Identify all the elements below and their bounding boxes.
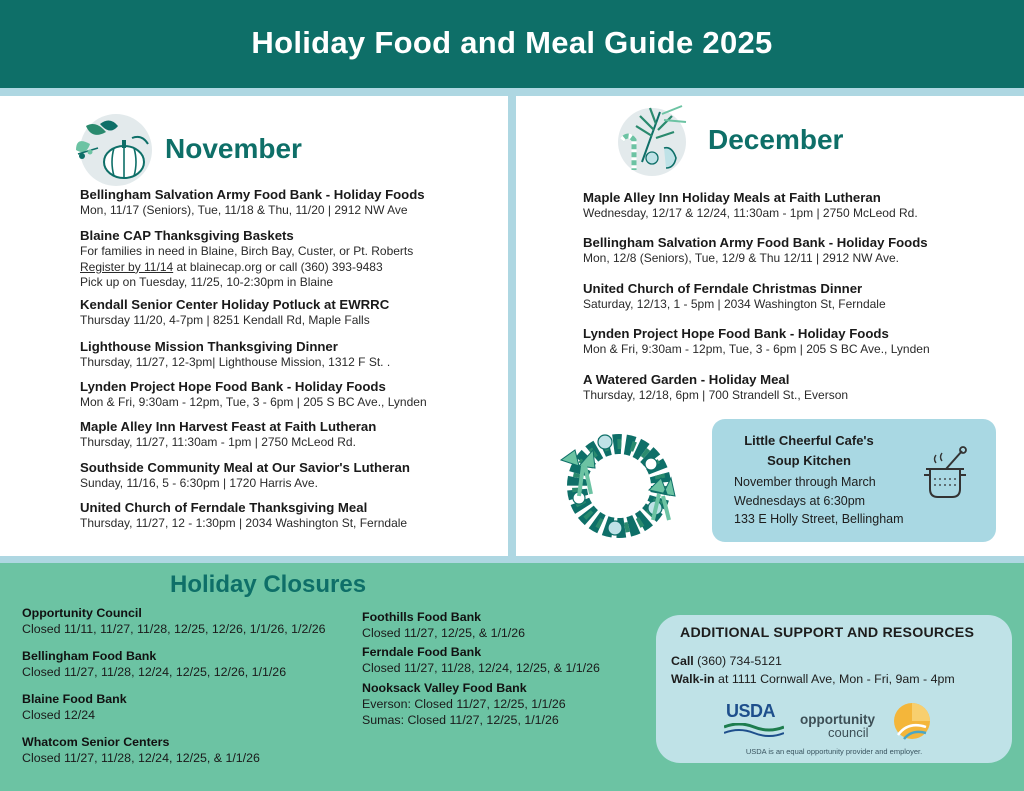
event-detail: For families in need in Blaine, Birch Bay, Custer, or Pt. Roberts <box>80 244 414 259</box>
event-name: Maple Alley Inn Harvest Feast at Faith Lutheran <box>80 419 377 434</box>
closure-name: Bellingham Food Bank <box>22 649 157 663</box>
closure-right-2 <box>362 645 600 677</box>
event-name: Bellingham Salvation Army Food Bank - Holiday Foods <box>583 235 928 250</box>
soup-kitchen-box <box>712 419 996 542</box>
closure-detail: Closed 11/11, 11/27, 11/28, 12/25, 12/26, 1/1/26, 1/2/26 <box>22 621 326 636</box>
closure-left-3 <box>22 692 127 724</box>
closure-detail: Closed 11/27, 11/28, 12/24, 12/25, & 1/1/26 <box>22 750 260 765</box>
event-name: Kendall Senior Center Holiday Potluck at EWRRC <box>80 297 390 312</box>
equal-opportunity-statement: USDA is an equal opportunity provider and employer. <box>745 747 923 756</box>
register-link[interactable]: Register by 11/14 <box>80 259 174 274</box>
event-name: Blaine CAP Thanksgiving Baskets <box>80 228 294 243</box>
closure-right-1 <box>362 610 525 642</box>
event-detail: Register by 11/14 at blainecap.org or call (360) 393-9483 <box>80 259 383 274</box>
closures-heading: Holiday Closures <box>170 571 367 598</box>
event-detail: Mon & Fri, 9:30am - 12pm, Tue, 3 - 6pm | 205 S BC Ave., Lynden <box>583 342 930 357</box>
closure-detail: Everson: Closed 11/27, 12/25, 1/1/26 <box>362 696 566 711</box>
event-detail: Mon & Fri, 9:30am - 12pm, Tue, 3 - 6pm | 205 S BC Ave., Lynden <box>80 395 427 410</box>
dec-event-3 <box>583 280 886 313</box>
dec-event-5 <box>583 371 848 404</box>
event-name: Lynden Project Hope Food Bank - Holiday Foods <box>583 326 889 341</box>
nov-event-2 <box>80 227 413 291</box>
soup-kitchen-title: Little Cheerful Cafe's Soup Kitchen <box>744 433 874 469</box>
event-name: United Church of Ferndale Thanksgiving Meal <box>80 500 368 515</box>
support-heading: ADDITIONAL SUPPORT AND RESOURCES <box>680 625 975 641</box>
event-detail: Mon, 12/8 (Seniors), Tue, 12/9 & Thu 12/11 | 2912 NW Ave. <box>583 251 899 266</box>
nov-event-7 <box>80 459 410 492</box>
event-name: Maple Alley Inn Holiday Meals at Faith Lutheran <box>583 190 881 205</box>
nov-event-4 <box>80 338 390 371</box>
event-name: United Church of Ferndale Christmas Dinner <box>583 281 863 296</box>
dec-event-1 <box>583 189 918 222</box>
dec-event-2 <box>583 234 928 267</box>
event-detail: Thursday, 12/18, 6pm | 700 Strandell St., Everson <box>583 388 849 403</box>
sun-icon <box>892 701 932 746</box>
closure-name: Foothills Food Bank <box>362 610 482 624</box>
opportunity-council-logo: opportunity <box>800 712 875 727</box>
closure-name: Nooksack Valley Food Bank <box>362 681 527 695</box>
event-detail: Thursday, 11/27, 11:30am - 1pm | 2750 McLeod Rd. <box>80 435 356 450</box>
page-title: Holiday Food and Meal Guide 2025 <box>251 25 773 60</box>
closure-left-1 <box>22 606 326 638</box>
event-detail: Wednesday, 12/17 & 12/24, 11:30am - 1pm | 2750 McLeod Rd. <box>583 206 918 221</box>
event-detail: Saturday, 12/13, 1 - 5pm | 2034 Washington St, Ferndale <box>583 297 886 312</box>
soup-kitchen-details: November through March Wednesdays at 6:30pm 133 E Holly Street, Bellingham <box>734 475 904 526</box>
closure-detail: Closed 11/27, 11/28, 12/24, 12/25, & 1/1/26 <box>362 660 600 675</box>
event-name: Bellingham Salvation Army Food Bank - Holiday Foods <box>80 187 425 202</box>
event-name: A Watered Garden - Holiday Meal <box>583 372 790 387</box>
closure-name: Opportunity Council <box>22 606 142 620</box>
pumpkin-leaves-icon <box>70 110 160 195</box>
phone-number[interactable]: (360) 734-5121 <box>693 654 782 668</box>
closure-left-2 <box>22 649 286 681</box>
nov-event-8 <box>80 499 407 532</box>
holiday-wreath-icon <box>555 426 685 551</box>
december-heading: December <box>708 124 844 155</box>
support-walkin-line: Walk-in at 1111 Cornwall Ave, Mon - Fri, 9am - 4pm <box>671 672 955 686</box>
closure-detail: Closed 12/24 <box>22 707 96 722</box>
closure-detail: Sumas: Closed 11/27, 12/25, 1/1/26 <box>362 712 559 727</box>
event-detail: Mon, 11/17 (Seniors), Tue, 11/18 & Thu, 11/20 | 2912 NW Ave <box>80 203 408 218</box>
nov-event-5 <box>80 378 427 411</box>
page-header <box>0 0 1024 88</box>
november-panel <box>0 96 508 556</box>
event-name: Southside Community Meal at Our Savior's Lutheran <box>80 460 410 475</box>
event-detail: Thursday 11/20, 4-7pm | 8251 Kendall Rd, Maple Falls <box>80 313 370 328</box>
nov-event-1 <box>80 186 425 219</box>
additional-support-box <box>656 615 1012 763</box>
event-name: Lynden Project Hope Food Bank - Holiday Foods <box>80 379 386 394</box>
closure-name: Ferndale Food Bank <box>362 645 482 659</box>
closure-detail: Closed 11/27, 11/28, 12/24, 12/25, 12/26, 1/1/26 <box>22 664 287 679</box>
closure-right-3 <box>362 681 566 729</box>
nov-event-3 <box>80 296 389 329</box>
dec-event-4 <box>583 325 930 358</box>
pine-candycane-icon <box>612 100 696 185</box>
event-detail: Thursday, 11/27, 12-3pm| Lighthouse Mission, 1312 F St. . <box>80 355 391 370</box>
november-heading: November <box>165 133 302 164</box>
closure-name: Blaine Food Bank <box>22 692 127 706</box>
closure-detail: Closed 11/27, 12/25, & 1/1/26 <box>362 625 526 640</box>
soup-pot-icon <box>916 445 976 508</box>
closure-name: Whatcom Senior Centers <box>22 735 170 749</box>
opportunity-council-logo-sub: council <box>828 725 869 740</box>
event-name: Lighthouse Mission Thanksgiving Dinner <box>80 339 338 354</box>
event-detail: Thursday, 11/27, 12 - 1:30pm | 2034 Washington St, Ferndale <box>80 516 408 531</box>
closure-left-4 <box>22 735 260 767</box>
support-call-line: Call (360) 734-5121 <box>671 654 782 668</box>
nov-event-6 <box>80 418 376 451</box>
event-detail: Pick up on Tuesday, 11/25, 10-2:30pm in Blaine <box>80 275 334 290</box>
event-detail: Sunday, 11/16, 5 - 6:30pm | 1720 Harris Ave. <box>80 476 318 491</box>
usda-logo: USDA <box>724 701 784 735</box>
